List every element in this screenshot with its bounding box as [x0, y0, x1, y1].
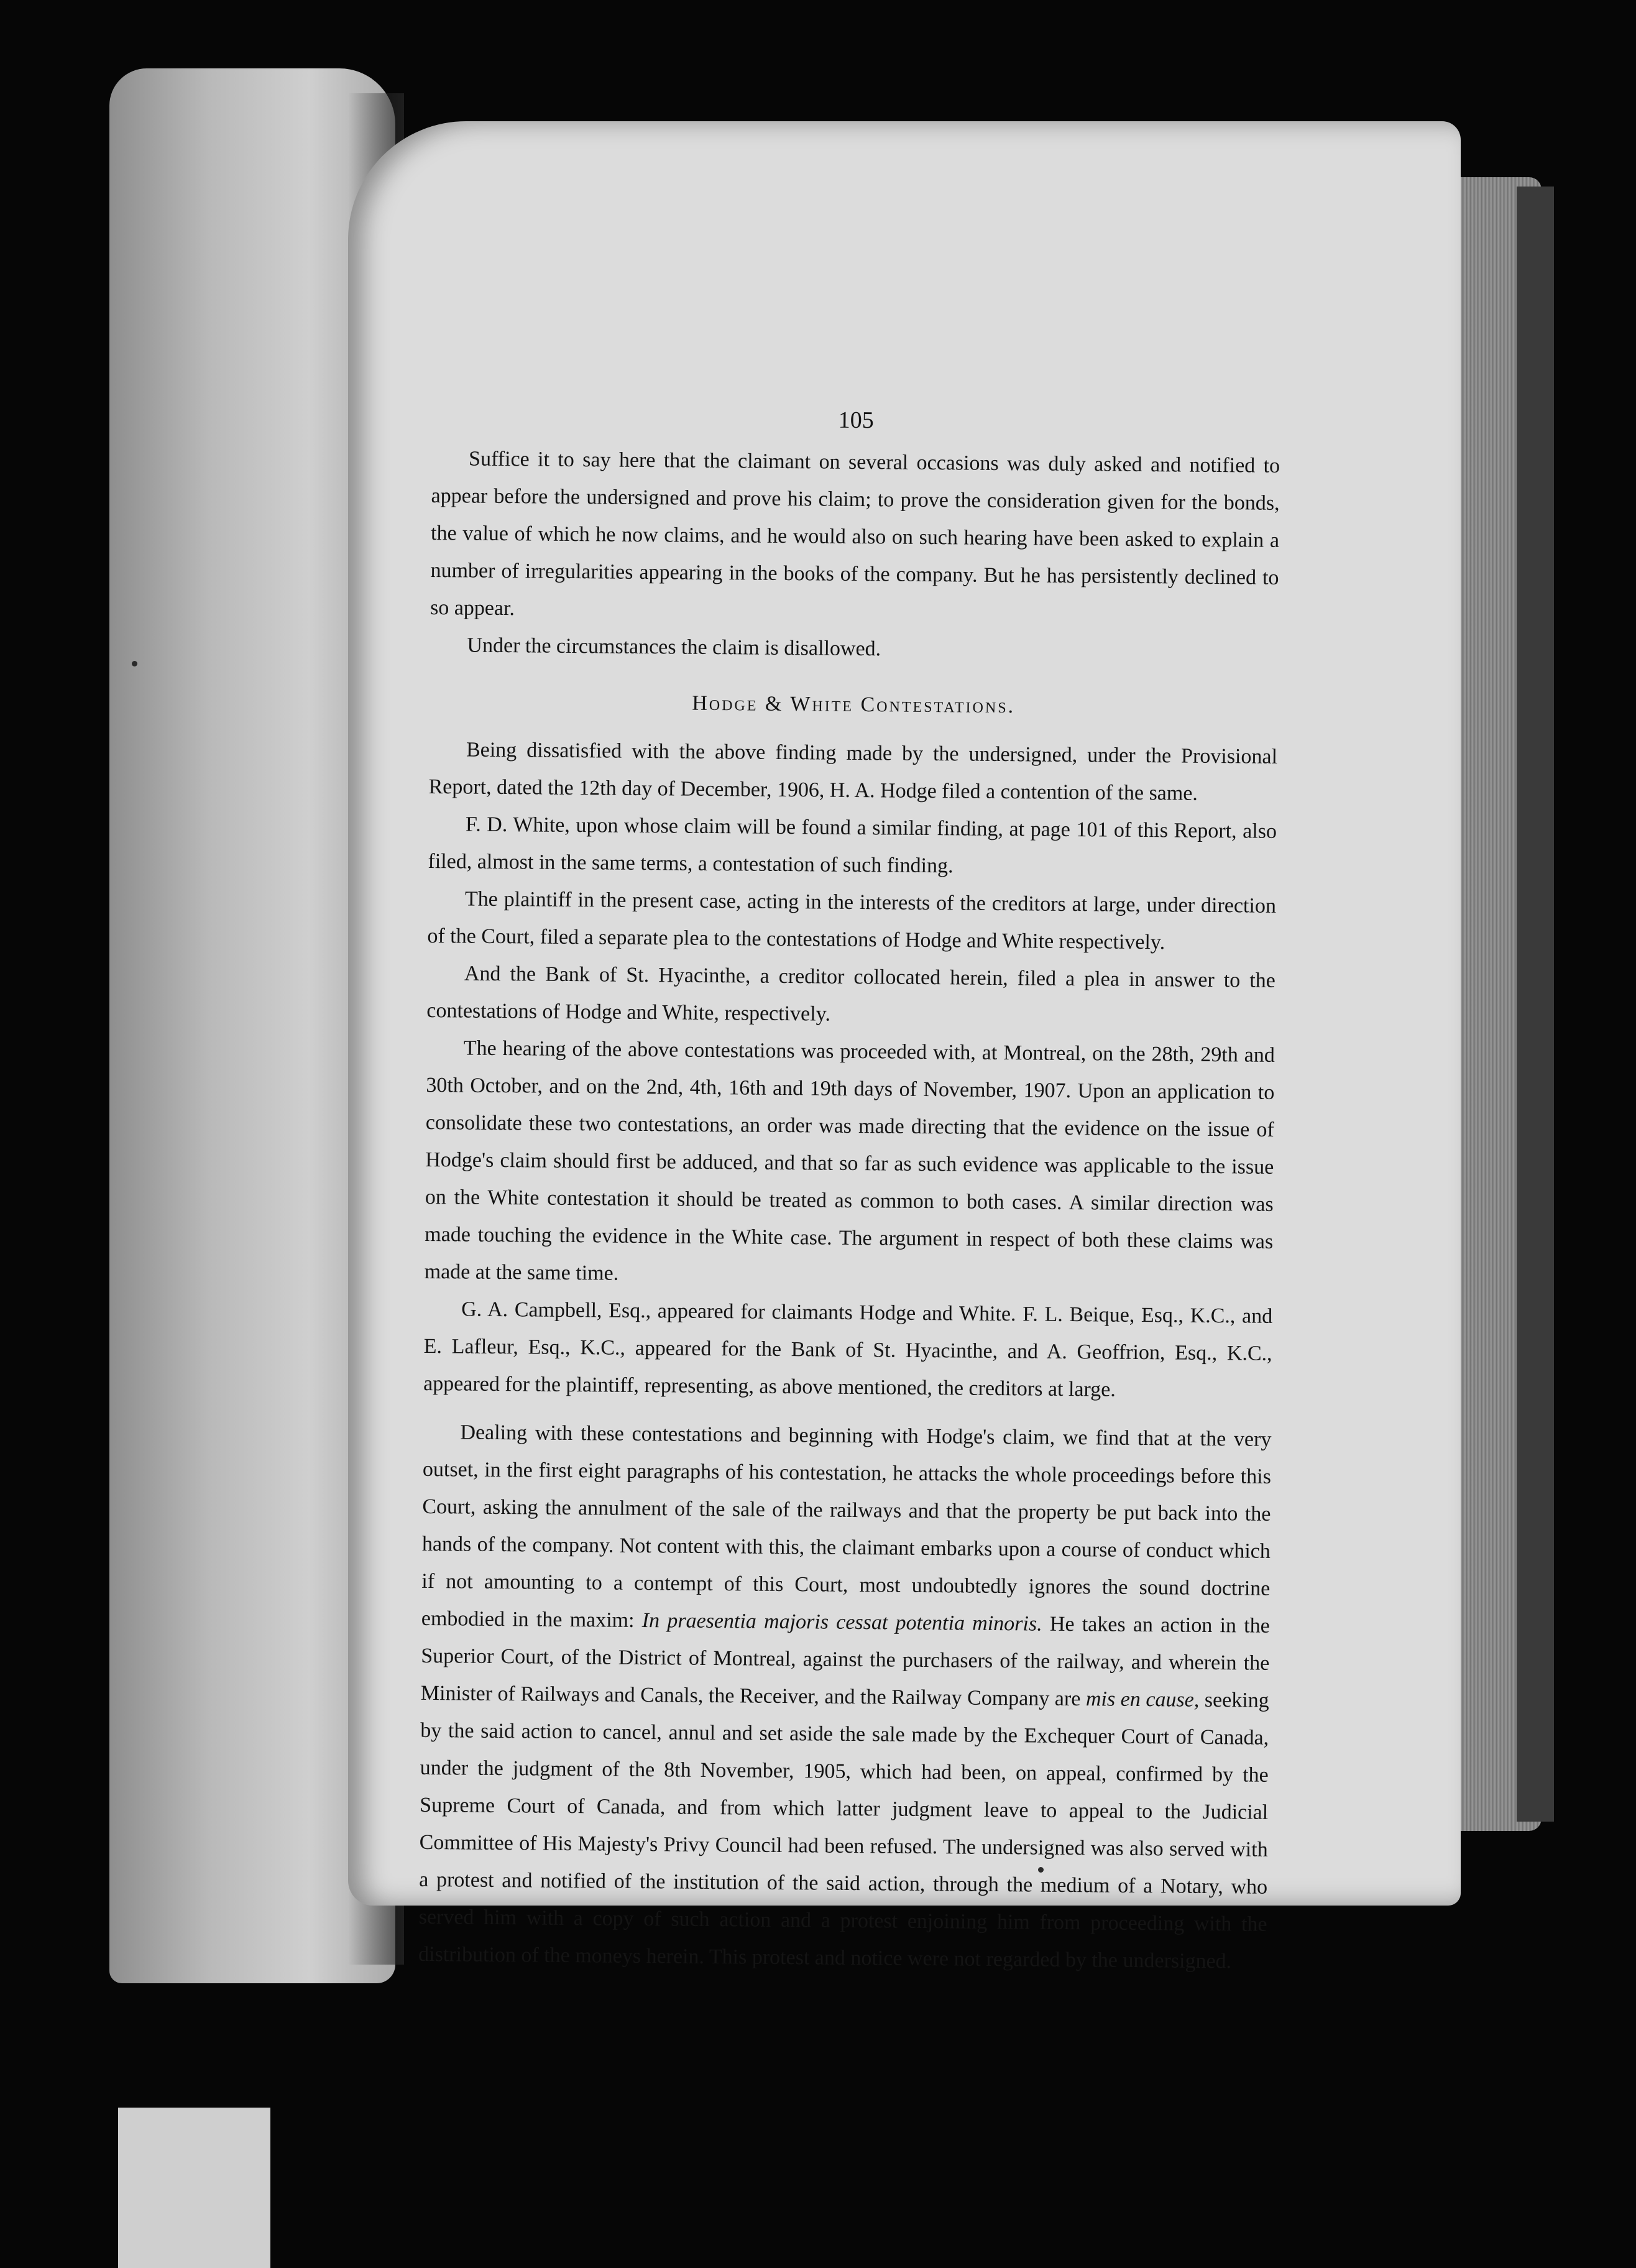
paragraph: The plaintiff in the present case, acting in the interests of the creditors at large, under direction of the Court, filed a separate plea to the contestations of Hodge and White respectively.: [427, 887, 1277, 954]
paragraph-text: He takes an action in the Superior Court, of the District of Montreal, against the purchasers of the railway, and wherein the Minister of Railways and Canals, the Receiver, and the Railway Company are: [420, 1612, 1270, 1711]
dust-speck: [132, 661, 137, 666]
paragraph: Under the circumstances the claim is disallowed.: [467, 634, 881, 661]
section-heading: Hodge & White Contestations.: [692, 691, 1016, 718]
paragraph: Suffice it to say here that the claimant on several occasions was duly asked and notified to appear before the undersigned and prove his claim; to prove the consideration given for the bonds, the value of which he now claims, and he would also on such hearing have been asked to explain a number of irregularities appearing in the books of the company. But he has persistently declined to so appear.: [430, 447, 1280, 620]
paragraph-text: Dealing with these contestations and beginning with Hodge's claim, we find that at the very outset, in the first eight paragraphs of his contestation, he attacks the whole proceedings before this Court, asking the annulment of the sale of the railways and that the property be put back into the hands of the company. Not content with this, the claimant embarks upon a course of conduct which if not amounting to a contempt of this Court, most undoubtedly ignores the sound doctrine embodied in the maxim:: [421, 1421, 1272, 1633]
book-cover-edge: [1517, 187, 1554, 1822]
paragraph: The hearing of the above contestations was proceeded with, at Montreal, on the 28th, 29th and 30th October, and on the 2nd, 4th, 16th and 19th days of November, 1907. Upon an application to consolidate these two contestations, an order was made directing that the evidence on the issue of Hodge's claim should first be adduced, and that so far as such evidence was applicable to the issue on the White contestation it should be treated as common to both cases. A similar direction was made touching the evidence in the White case. The argument in respect of both these claims was made at the same time.: [424, 1036, 1275, 1285]
mis-en-cause-term: mis en cause,: [1085, 1687, 1200, 1712]
paragraph: And the Bank of St. Hyacinthe, a creditor collocated herein, filed a plea in answer to the contestations of Hodge and White, respectively.: [426, 962, 1276, 1026]
paragraph: G. A. Campbell, Esq., appeared for claimants Hodge and White. F. L. Beique, Esq., K.C., and E. Lafleur, Esq., K.C., appeared for the Bank of St. Hyacinthe, and A. Geoffrion, Esq., K.C., appeared for the plaintiff, representing, as above mentioned, the creditors at large.: [423, 1298, 1273, 1401]
page-number: 105: [838, 407, 874, 434]
latin-maxim: In praesentia majoris cessat potentia minoris.: [641, 1609, 1042, 1636]
paragraph-text: seeking by the said action to cancel, annul and set aside the sale made by the Exchequer Court of Canada, under the judgment of the 8th November, 1905, which had been, on appeal, confirmed by the Supreme Court of Canada, and from which latter judgment leave to appeal to the Judicial Committee of His Majesty's Privy Council had been refused. The undersigned was also served with a protest and notified of the institution of the said action, through the medium of a Notary, who served him with a copy of such action and a protest enjoining him from proceeding with the distribution of the moneys herein. This protest and notice were not regarded by the undersigned.: [418, 1688, 1269, 1973]
page-text: [418, 398, 1280, 1981]
paragraph-hodge-claim: [418, 1414, 1272, 1981]
left-page-tab: [118, 2108, 270, 2268]
paragraph: F. D. White, upon whose claim will be found a similar finding, at page 101 of this Report, also filed, almost in the same terms, a contestation of such finding.: [428, 813, 1277, 878]
paragraph: Being dissatisfied with the above finding made by the undersigned, under the Provisional Report, dated the 12th day of December, 1906, H. A. Hodge filed a contention of the same.: [428, 738, 1278, 805]
